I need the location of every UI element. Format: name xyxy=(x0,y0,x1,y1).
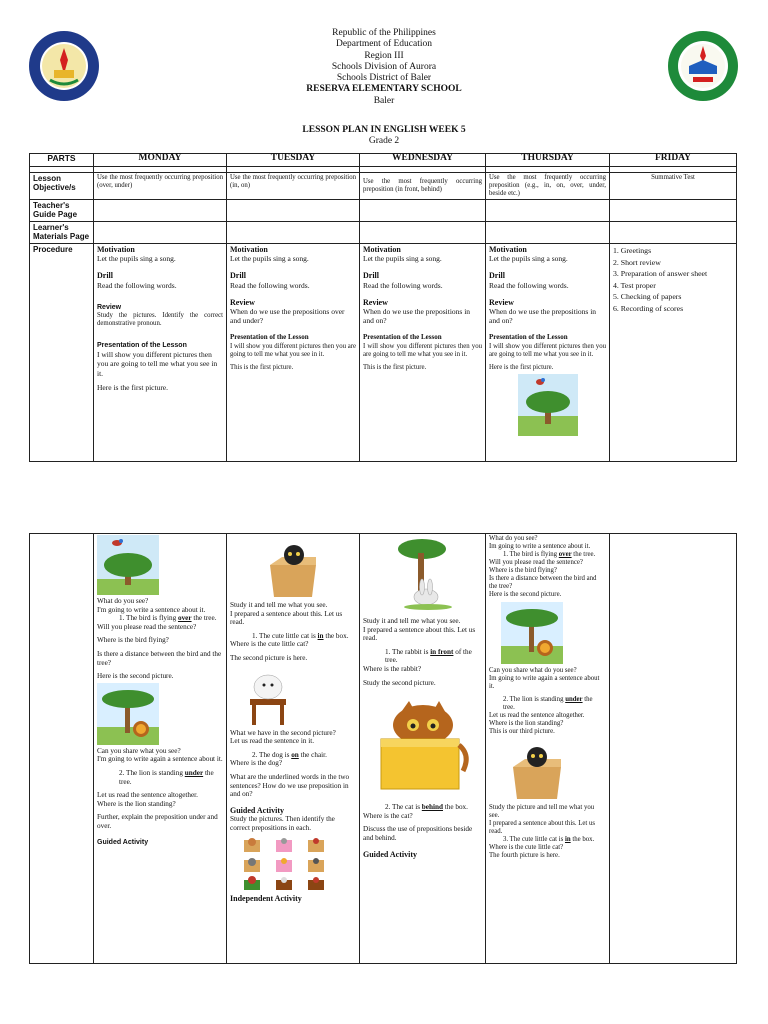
continuation-wednesday xyxy=(360,534,486,964)
text: What do you see? xyxy=(489,535,538,542)
friday-step: 1. Greetings xyxy=(613,246,652,255)
col-header-monday: MONDAY xyxy=(94,154,227,167)
page-title: LESSON PLAN IN ENGLISH WEEK 5 xyxy=(302,125,466,136)
heading: Motivation xyxy=(489,245,527,254)
text: I prepared a sentence about this. Let us read. xyxy=(230,609,343,627)
objective-row xyxy=(30,173,737,200)
text: When do we use the prepositions over and under? xyxy=(230,307,345,326)
bird-over-tree-picture xyxy=(97,535,159,595)
procedure-thursday xyxy=(486,244,610,462)
friday-step: 6. Recording of scores xyxy=(613,303,684,313)
text: Will you please read the sentence? xyxy=(489,559,583,566)
heading: Review xyxy=(489,297,514,307)
lesson-plan-table xyxy=(29,153,737,462)
rabbit-in-front-of-tree-picture xyxy=(388,537,458,615)
text: I will show you different pictures then you are going to tell me what you see in it. xyxy=(489,342,606,358)
text: Read the following words. xyxy=(489,280,569,290)
objective-friday: Summative Test xyxy=(610,173,737,200)
numbered-sentence: 1. The rabbit is in front of the tree. xyxy=(385,647,472,665)
heading: Guided Activity xyxy=(230,805,285,815)
heading: Motivation xyxy=(363,245,401,254)
numbered-sentence: 2. The lion is standing under the tree. xyxy=(119,768,214,786)
text: Study the pictures. Then identify the correct prepositions in each. xyxy=(230,815,335,832)
text: Study the picture and tell me what you see. xyxy=(489,804,595,819)
header-line: Schools Division of Aurora xyxy=(331,61,437,72)
heading: Motivation xyxy=(97,245,135,254)
bird-over-tree-picture xyxy=(518,374,578,436)
text: Is there a distance between the bird and the tree? xyxy=(97,649,222,667)
procedure-tuesday xyxy=(227,244,360,462)
text: Im going to write a sentence about it. xyxy=(489,543,591,550)
school-name: RESERVA ELEMENTARY SCHOOL xyxy=(306,84,462,95)
text: Read the following words. xyxy=(230,280,310,290)
continuation-tuesday xyxy=(227,534,360,964)
text: Study the second picture. xyxy=(363,678,436,687)
text: Study the pictures. Identify the correct demonstrative pronoun. xyxy=(97,312,223,328)
text: Read the following words. xyxy=(97,280,177,290)
objective-tuesday: Use the most frequently occurring preposition (in, on) xyxy=(227,173,360,200)
numbered-sentence: 1. The bird is flying over the tree. xyxy=(503,551,596,558)
text: Where is the bird flying? xyxy=(489,567,557,574)
text: Let the pupils sing a song. xyxy=(230,254,309,264)
heading: Drill xyxy=(363,271,379,281)
text: I prepared a sentence about this. Let us read. xyxy=(363,625,476,643)
preposition-activity-pictures xyxy=(240,836,330,892)
friday-step: 5. Checking of papers xyxy=(613,292,682,302)
heading: Presentation of the Lesson xyxy=(489,333,568,342)
text: When do we use the prepositions in and on? xyxy=(363,307,471,326)
text: Let us read the sentence in it. xyxy=(230,737,315,746)
text: What we have in the second picture? xyxy=(230,728,336,737)
text: Let us read the sentence altogether. xyxy=(489,712,585,719)
text: This is the first picture. xyxy=(230,363,294,371)
heading: Drill xyxy=(489,271,505,281)
text: Where is the lion standing? xyxy=(489,720,564,727)
header-line: Department of Education xyxy=(335,39,433,50)
continuation-friday xyxy=(610,534,737,964)
text: I'm going to write again a sentence about it. xyxy=(97,755,223,764)
header-line: Schools District of Baler xyxy=(336,73,432,84)
text: Here is the second picture. xyxy=(97,672,174,681)
col-header-friday: FRIDAY xyxy=(610,154,737,167)
cat-behind-box-picture xyxy=(375,695,471,795)
procedure-wednesday xyxy=(360,244,486,462)
row-label-learner-materials: Learner's Materials Page xyxy=(30,222,94,244)
text: What do you see? xyxy=(97,597,149,605)
col-header-thursday: THURSDAY xyxy=(486,154,610,167)
heading: Presentation of the Lesson xyxy=(97,342,187,350)
teacher-guide-row xyxy=(30,200,737,222)
lesson-plan-continuation-table xyxy=(29,533,737,964)
text: Where is the dog? xyxy=(230,759,283,768)
heading: Review xyxy=(230,297,255,307)
numbered-sentence: 2. The cat is behind the box. xyxy=(385,803,468,812)
text: Here is the second picture. xyxy=(489,591,562,598)
heading: Review xyxy=(363,297,388,307)
objective-thursday: Use the most frequently occurring preposition (e.g., in, on, over, under, beside etc.) xyxy=(486,173,610,200)
text: Where is the bird flying? xyxy=(97,636,169,645)
col-header-wednesday: WEDNESDAY xyxy=(360,154,486,167)
town: Baler xyxy=(373,95,395,106)
friday-step: 4. Test proper xyxy=(613,280,656,290)
numbered-sentence: 1. The bird is flying over the tree. xyxy=(119,614,217,623)
text: When do we use the prepositions in and on? xyxy=(489,307,597,326)
text: The fourth picture is here. xyxy=(489,852,560,859)
text: Where is the cute little cat? xyxy=(489,844,564,851)
text: Can you share what do you see? xyxy=(489,667,577,674)
text: Can you share what you see? xyxy=(97,746,181,755)
procedure-monday xyxy=(94,244,227,462)
text: I'm going to write a sentence about it. xyxy=(97,605,206,614)
lion-under-tree-picture xyxy=(501,602,563,664)
continuation-row xyxy=(30,534,737,964)
heading: Presentation of the Lesson xyxy=(230,333,309,342)
text: Here is the first picture. xyxy=(489,363,554,371)
text: Study it and tell me what you see. xyxy=(363,617,461,625)
text: This is the first picture. xyxy=(363,363,427,371)
numbered-sentence: 3. The cute little cat is in the box. xyxy=(503,836,595,843)
heading: Independent Activity xyxy=(230,893,302,903)
col-header-parts: PARTS xyxy=(30,154,94,167)
friday-step: 3. Preparation of answer sheet xyxy=(613,269,708,279)
text: The second picture is here. xyxy=(230,653,308,662)
text: Read the following words. xyxy=(363,280,443,290)
text: Here is the first picture. xyxy=(97,382,169,392)
cat-in-box-picture xyxy=(507,739,567,801)
text: Let the pupils sing a song. xyxy=(97,254,176,264)
objective-wednesday: Use the most frequently occurring preposition (in front, behind) xyxy=(360,173,486,200)
text: I will show you different pictures then you are going to tell me what you see in it. xyxy=(363,342,482,358)
procedure-row xyxy=(30,244,737,462)
text: Let the pupils sing a song. xyxy=(363,254,442,264)
dog-on-chair-picture xyxy=(240,665,298,727)
text: Where is the cute little cat? xyxy=(230,640,309,649)
text: Let us read the sentence altogether. xyxy=(97,791,198,800)
heading: Review xyxy=(97,303,122,311)
text: I will show you different pictures then you are going to tell me what you see in it. xyxy=(97,350,218,378)
text: Further, explain the preposition under and over. xyxy=(97,813,218,830)
lion-under-tree-picture xyxy=(97,683,159,745)
numbered-sentence: 2. The dog is on the chair. xyxy=(252,750,327,759)
learner-materials-row xyxy=(30,222,737,244)
heading: Drill xyxy=(97,271,113,281)
heading: Guided Activity xyxy=(97,838,149,846)
continuation-monday xyxy=(94,534,227,964)
continuation-thursday xyxy=(486,534,610,964)
header-row xyxy=(30,154,737,167)
text: Discuss the use of prepositions beside and behind. xyxy=(363,825,473,842)
text: Im going to write again a sentence about it. xyxy=(489,675,600,690)
grade-level: Grade 2 xyxy=(368,136,400,147)
row-label-objective: Lesson Objective/s xyxy=(30,173,94,200)
text: Will you please read the sentence? xyxy=(97,622,197,631)
text: I prepared a sentence about this. Let us read. xyxy=(489,820,596,835)
text: Study it and tell me what you see. xyxy=(230,601,328,609)
row-label-procedure: Procedure xyxy=(30,244,94,462)
col-header-tuesday: TUESDAY xyxy=(227,154,360,167)
objective-monday: Use the most frequently occurring preposition (over, under) xyxy=(94,173,227,200)
heading: Drill xyxy=(230,271,246,281)
row-label-teacher-guide: Teacher's Guide Page xyxy=(30,200,94,222)
numbered-sentence: 2. The lion is standing under the tree. xyxy=(503,696,593,711)
heading: Motivation xyxy=(230,245,268,254)
header-line: Region III xyxy=(364,50,404,61)
text: Is there a distance between the bird and the tree? xyxy=(489,575,597,590)
text: I will show you different pictures then you are going to tell me what you see in it. xyxy=(230,342,356,358)
text: Where is the rabbit? xyxy=(363,664,422,673)
cat-in-box-picture xyxy=(264,537,322,599)
text: Let the pupils sing a song. xyxy=(489,254,568,264)
numbered-sentence: 1. The cute little cat is in the box. xyxy=(252,631,349,640)
document-header xyxy=(0,28,768,148)
friday-step: 2. Short review xyxy=(613,257,661,267)
procedure-friday xyxy=(610,244,737,462)
text: What are the underlined words in the two sentences? How do we use preposition in and on? xyxy=(230,772,350,799)
heading: Guided Activity xyxy=(363,849,418,859)
text: Where is the lion standing? xyxy=(97,799,176,808)
text: Where is the cat? xyxy=(363,811,413,820)
text: This is our third picture. xyxy=(489,728,555,735)
heading: Presentation of the Lesson xyxy=(363,333,442,342)
header-line: Republic of the Philippines xyxy=(332,28,436,38)
